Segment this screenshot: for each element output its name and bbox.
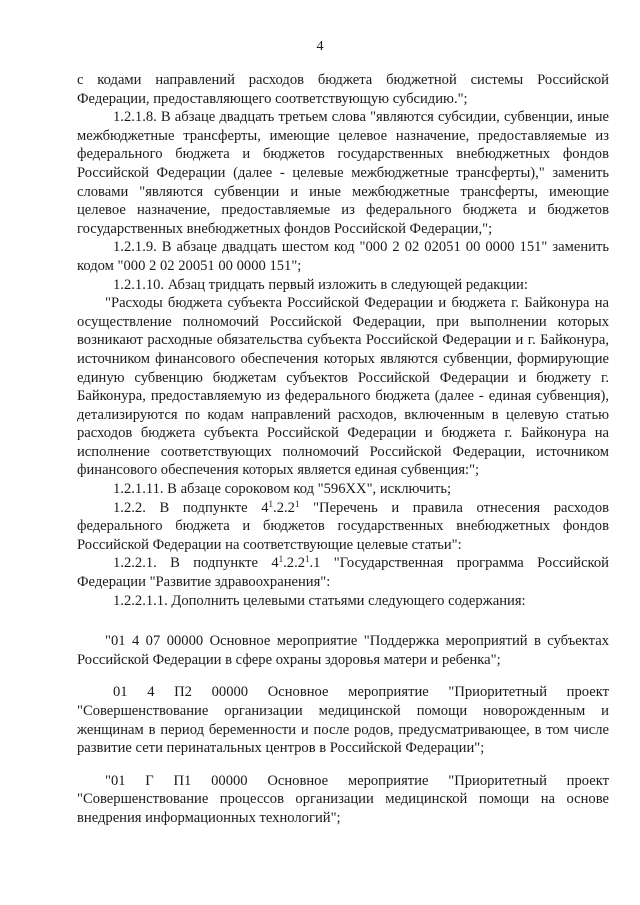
paragraph-1-2-1-8: 1.2.1.8. В абзаце двадцать третьем слова "являются субсидии, субвенции, иные межбюджетные трансферты, имеющие целевое назначение, предоставляемые из федерального бюджета и бюджетов государственных внебюджетных фондов Российской Федерации (далее - целевые межбюджетные трансферты)," заменить словами "являются субвенции и иные межбюджетные трансферты, имеющие целевое назначение, предоставляемые из федерального бюджета и бюджетов государственных внебюджетных фондов Российской Федерации,"; bbox=[77, 109, 609, 237]
paragraph-quoted-expenses: "Расходы бюджета субъекта Российской Федерации и бюджета г. Байконура на осуществление полномочий Российской Федерации, при выполнении которых возникают расходные обязательства субъекта Российской Федерации и г. Байконура, источником финансового обеспечения которых являются субвенции, формирующие единую субвенцию бюджетам субъектов Российской Федерации и бюджету г. Байконура, предоставляемую из федерального бюджета (далее - единая субвенция), детализируются по кодам направлений расходов, включенным в целевую статью расходов бюджета субъекта Российской Федерации и бюджета г. Байконура на исполнение соответствующих полномочий Российской Федерации, источником финансового обеспечения которых является единая субвенция:"; bbox=[77, 295, 609, 479]
paragraph-1-2-2: 1.2.2. В подпункте $4^1.2.2^1$ "Перечень и правила отнесения расходов федерального бюджета и бюджетов государственных внебюджетных фондов Российской Федерации на соответствующие целевые статьи": bbox=[77, 498, 610, 553]
paragraph-1-2-2-1: 1.2.2.1. В подпункте $4^1.2.2^1.1$ "Государственная программа Российской Федерации "Развитие здравоохранения": bbox=[77, 554, 609, 591]
paragraph-1-2-1-10: 1.2.1.10. Абзац тридцать первый изложить в следующей редакции: bbox=[113, 276, 528, 293]
target-item-01-4-07: "01 4 07 00000 Основное мероприятие "Поддержка мероприятий в субъектах Российской Федерации в сфере охраны здоровья матери и ребенка"; bbox=[77, 633, 609, 668]
document-body bbox=[77, 71, 609, 828]
target-item-01-g-p1: "01 Г П1 00000 Основное мероприятие "Приоритетный проект "Совершенствование процессов организации медицинской помощи на основе внедрения информационных технологий"; bbox=[77, 772, 609, 826]
paragraph-1-2-1-9: 1.2.1.9. В абзаце двадцать шестом код "000 2 02 02051 00 0000 151" заменить кодом "000 2 02 20051 00 0000 151"; bbox=[77, 239, 609, 274]
paragraph-continuation: с кодами направлений расходов бюджета бюджетной системы Российской Федерации, предоставляющего соответствующую субсидию."; bbox=[77, 72, 609, 107]
target-item-01-4-p2: 01 4 П2 00000 Основное мероприятие "Приоритетный проект "Совершенствование организации медицинской помощи новорожденным и женщинам в период беременности и после родов, предусматривающее, в том числе развитие сети перинатальных центров в Российской Федерации"; bbox=[77, 684, 609, 757]
page-number: 4 bbox=[316, 39, 324, 54]
paragraph-1-2-2-1-1: 1.2.2.1.1. Дополнить целевыми статьями следующего содержания: bbox=[113, 592, 526, 609]
paragraph-1-2-1-11: 1.2.1.11. В абзаце сороковом код "596ХХ", исключить; bbox=[113, 481, 452, 498]
